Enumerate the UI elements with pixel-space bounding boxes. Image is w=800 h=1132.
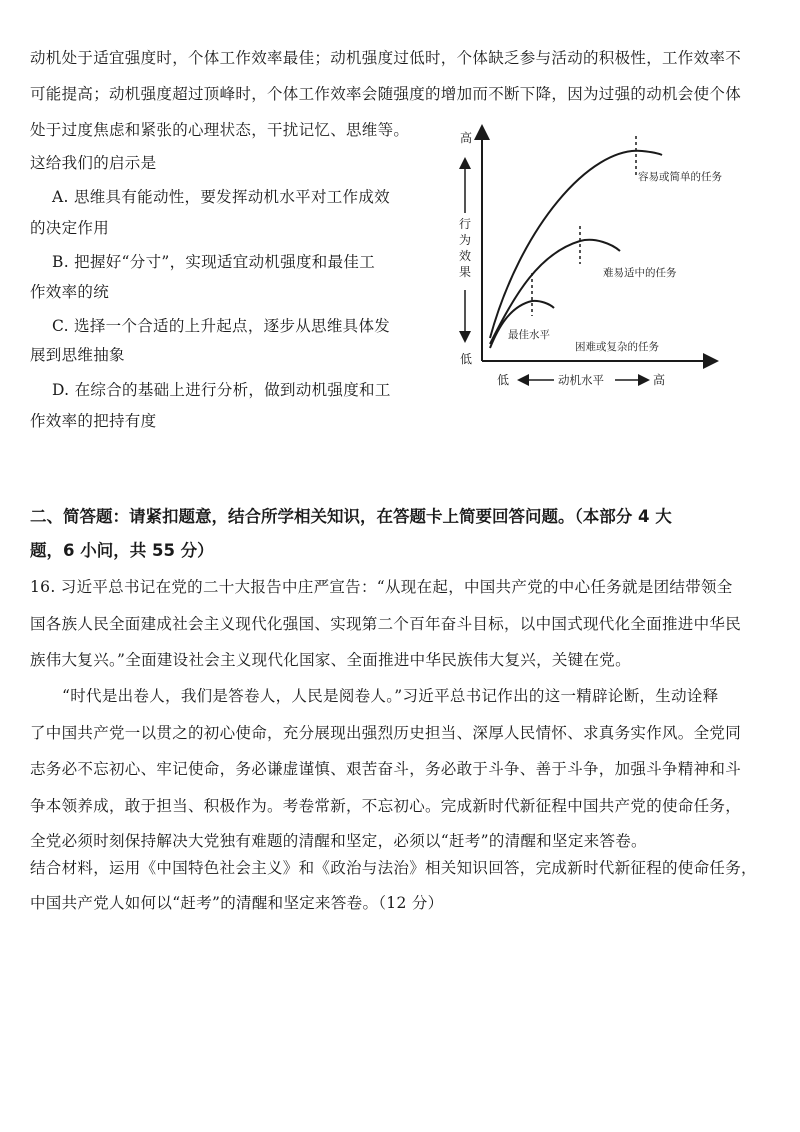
paragraph-line: 可能提高；动机强度超过顶峰时，个体工作效率会随强度的增加而不断下降，因为过强的动机会使个体: [30, 85, 742, 103]
question-prompt: 这给我们的启示是: [30, 154, 157, 172]
series-label-hard: 困难或复杂的任务: [575, 341, 659, 353]
paragraph-line: 处于过度焦虑和紧张的心理状态，干扰记忆、思维等。: [30, 121, 410, 139]
q16-text: 16. 习近平总书记在党的二十大报告中庄严宣告：“从现在起，中国共产党的中心任务就是团结带领全: [30, 578, 733, 596]
option-d-cont: 作效率的把持有度: [30, 412, 157, 430]
section-heading: 二、简答题：请紧扣题意，结合所学相关知识，在答题卡上简要回答问题。（本部分 4 大: [30, 507, 672, 526]
x-axis-title: 动机水平: [558, 373, 604, 387]
y-bottom-label: 低: [460, 352, 473, 366]
option-b: B. 把握好“分寸”，实现适宜动机强度和最佳工: [52, 253, 375, 271]
optimal-level-label: 最佳水平: [508, 329, 550, 341]
q16-text: 全党必须时刻保持解决大党独有难题的清醒和坚定，必须以“赶考”的清醒和坚定来答卷。: [30, 832, 647, 850]
x-high-label: 高: [653, 373, 666, 387]
option-c-cont: 展到思维抽象: [30, 346, 125, 364]
paragraph-line: 动机处于适宜强度时，个体工作效率最佳；动机强度过低时，个体缺乏参与活动的积极性，工作效率不: [30, 49, 742, 67]
q16-text: 争本领养成，敢于担当、积极作为。考卷常新，不忘初心。完成新时代新征程中国共产党的使命任务，: [30, 797, 742, 815]
x-low-label: 低: [497, 373, 510, 387]
q16-text: “时代是出卷人，我们是答卷人，人民是阅卷人。”习近平总书记作出的这一精辟论断，生动诠释: [62, 687, 719, 705]
option-c: C. 选择一个合适的上升起点，逐步从思维具体发: [52, 317, 391, 335]
option-a: A. 思维具有能动性，要发挥动机水平对工作成效: [52, 188, 390, 206]
y-axis-title: [459, 217, 471, 279]
section-heading-cont: 题，6 小问，共 55 分）: [30, 541, 214, 560]
option-d: D. 在综合的基础上进行分析，做到动机强度和工: [52, 381, 391, 399]
q16-question: 中国共产党人如何以“赶考”的清醒和坚定来答卷。（12 分）: [30, 894, 444, 912]
series-label-easy: 容易或简单的任务: [638, 171, 722, 183]
y-axis-title-char: 果: [459, 265, 472, 279]
y-axis-title-char: 效: [459, 249, 472, 263]
q16-text: 族伟大复兴。”全面建设社会主义现代化国家、全面推进中华民族伟大复兴，关键在党。: [30, 651, 631, 669]
series-label-medium: 难易适中的任务: [603, 267, 677, 279]
y-axis-title-char: 为: [459, 233, 472, 247]
q16-text: 国各族人民全面建成社会主义现代化强国、实现第二个百年奋斗目标，以中国式现代化全面推进中华民: [30, 615, 742, 633]
q16-text: 志务必不忘初心、牢记使命，务必谦虚谨慎、艰苦奋斗，务必敢于斗争、善于斗争，加强斗争精神和斗: [30, 760, 742, 778]
motivation-efficiency-chart: [440, 118, 780, 398]
y-axis-title-char: 行: [459, 217, 472, 231]
q16-question: 结合材料，运用《中国特色社会主义》和《政治与法治》相关知识回答，完成新时代新征程的使命任务，: [30, 859, 757, 877]
q16-text: 了中国共产党一以贯之的初心使命，充分展现出强烈历史担当、深厚人民情怀、求真务实作风。全党同: [30, 724, 742, 742]
option-b-cont: 作效率的统: [30, 283, 110, 301]
option-a-cont: 的决定作用: [30, 219, 110, 237]
y-top-label: 高: [460, 131, 473, 145]
